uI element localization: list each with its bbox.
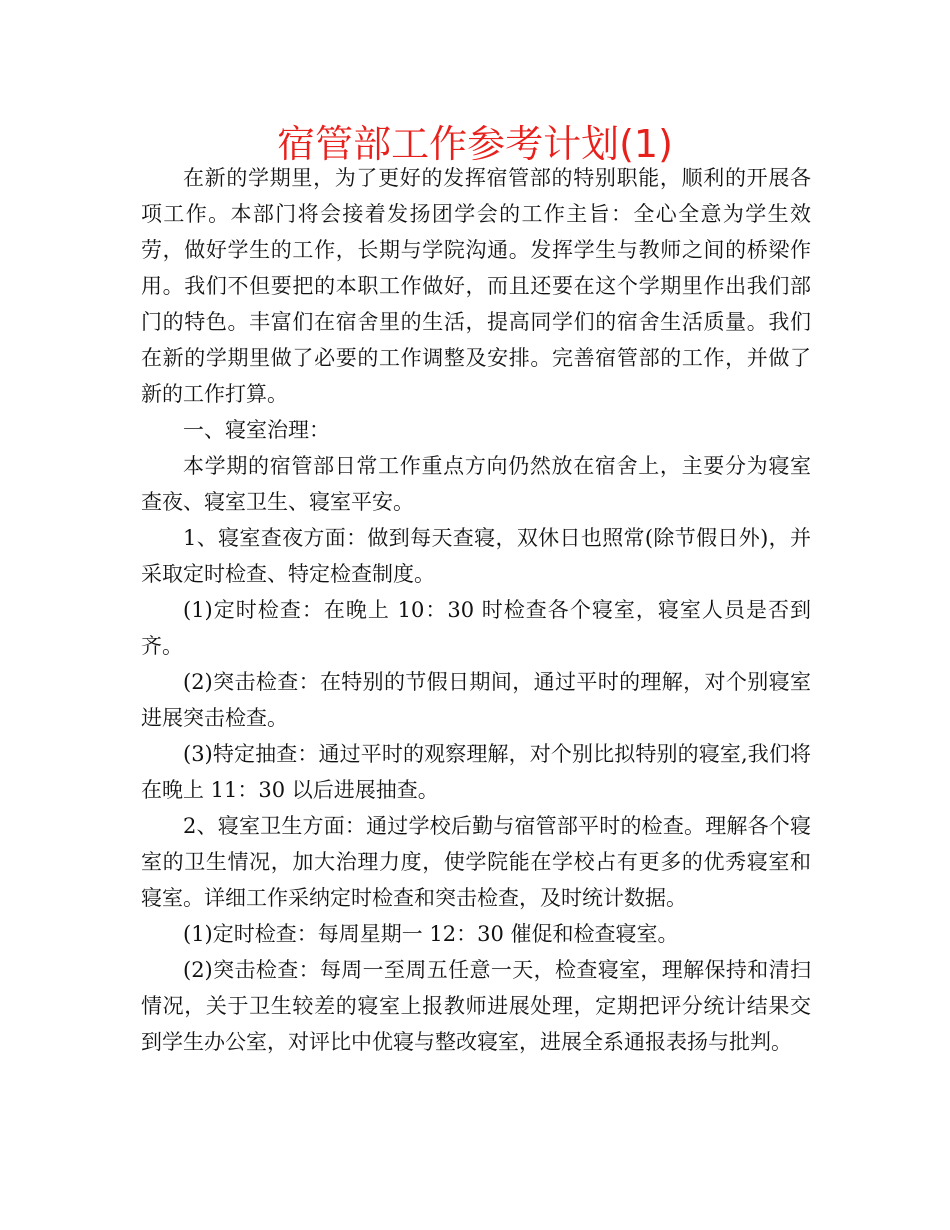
paragraph-intro: 在新的学期里，为了更好的发挥宿管部的特别职能，顺利的开展各项工作。本部门将会接着发扬团学会的工作主旨：全心全意为学生效劳，做好学生的工作，长期与学院沟通。发挥学生与教师之间的桥梁作用。我们不但要把的本职工作做好，而且还要在这个学期里作出我们部门的特色。丰富们在宿舍里的生活，提高同学们的宿舍生活质量。我们在新的学期里做了必要的工作调整及安排。完善宿管部的工作，并做了新的工作打算。 [141,166,811,406]
subitem-scheduled-check: (1)定时检查：在晚上 10：30 时检查各个寝室，寝室人员是否到齐。 [141,598,811,658]
subitem-hygiene-surprise-check: (2)突击检查：每周一至周五任意一天，检查寝室，理解保持和清扫情况，关于卫生较差的寝室上报教师进展处理，定期把评分统计结果交到学生办公室，对评比中优寝与整改寝室，进展全系通报表扬与批判。 [141,958,811,1054]
subitem-spot-check: (3)特定抽查：通过平时的观察理解，对个别比拟特别的寝室,我们将在晚上 11：30 以后进展抽查。 [141,742,811,802]
item-hygiene: 2、寝室卫生方面：通过学校后勤与宿管部平时的检查。理解各个寝室的卫生情况，加大治理力度，使学院能在学校占有更多的优秀寝室和寝室。详细工作采纳定时检查和突击检查，及时统计数据。 [141,814,811,910]
item-night-check: 1、寝室查夜方面：做到每天查寝，双休日也照常(除节假日外)，并采取定时检查、特定检查制度。 [141,526,811,586]
subitem-hygiene-scheduled-check: (1)定时检查：每周星期一 12：30 催促和检查寝室。 [183,922,679,946]
document-title: 宿管部工作参考计划(1) [277,122,673,166]
document-body [141,160,811,1060]
section-heading-dorm-management: 一、寝室治理： [183,418,330,442]
paragraph-focus: 本学期的宿管部日常工作重点方向仍然放在宿舍上，主要分为寝室查夜、寝室卫生、寝室平安。 [141,454,811,514]
subitem-surprise-check: (2)突击检查：在特别的节假日期间，通过平时的理解，对个别寝室进展突击检查。 [141,670,811,730]
